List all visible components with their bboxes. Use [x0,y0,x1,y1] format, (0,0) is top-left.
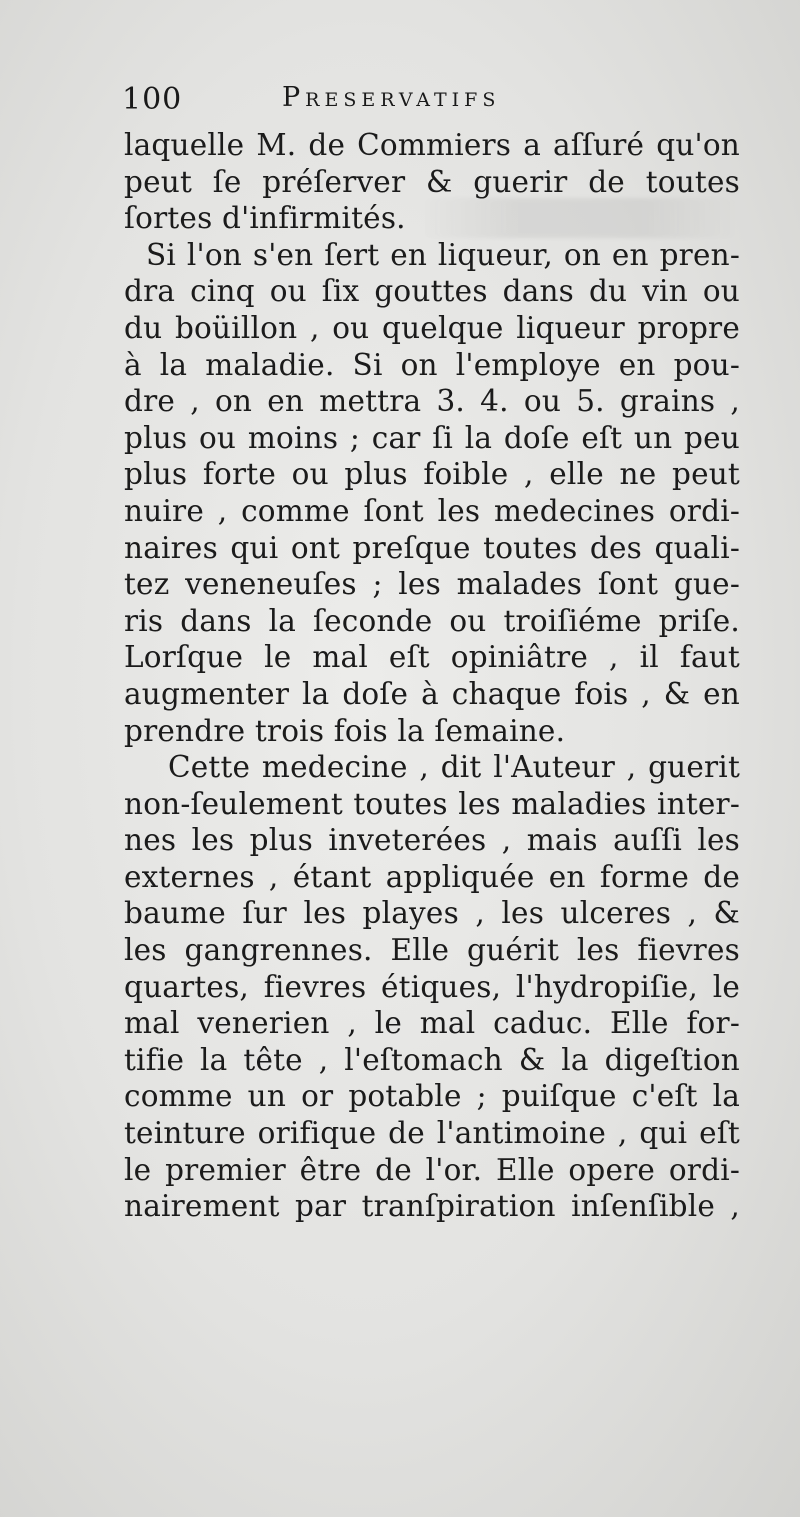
text-line: comme un or potable ; puiſque c'eſt la [124,1079,740,1114]
text-line: quartes, fievres étiques, l'hydropiſie, le [124,969,740,1004]
text-line: les gangrennes. Elle guérit les fievres [124,933,740,968]
text-line: prendre trois fois la ſemaine. [124,713,566,748]
text-line: ſortes d'infirmités. [124,201,406,236]
text-line: peut ſe préſerver & guerir de toutes [124,164,740,199]
text-line: tifie la tête , l'eſtomach & la digeſtion [124,1042,740,1077]
text-line: ris dans la ſeconde ou troiſiéme priſe. [124,603,740,638]
text-line: tez veneneuſes ; les malades ſont gue- [124,567,740,602]
text-line: nes les plus inveterées , mais auſſi les [124,823,740,858]
text-line: plus ou moins ; car ſi la doſe eſt un peu [124,420,740,455]
text-line: Cette medecine , dit l'Auteur , guerit [168,750,740,785]
text-line: plus forte ou plus foible , elle ne peut [124,457,740,492]
text-line: baume ſur les playes , les ulceres , & [124,896,740,931]
body-text [124,127,740,1225]
text-line: dre , on en mettra 3. 4. ou 5. grains , [124,384,740,419]
running-head: Preservatifs [282,82,501,113]
text-line: nuire , comme ſont les medecines ordi- [124,493,740,528]
text-line: laquelle M. de Commiers a aſſuré qu'on [124,128,740,162]
text-line: le premier être de l'or. Elle opere ordi- [124,1152,740,1187]
text-line: non-ſeulement toutes les maladies inter- [124,786,740,821]
text-line: dra cinq ou ſix gouttes dans du vin ou [124,274,740,309]
text-line: externes , étant appliquée en forme de [124,859,740,894]
text-line: naires qui ont preſque toutes des quali- [124,530,740,565]
text-line: Lorſque le mal eſt opiniâtre , il faut [124,640,740,675]
text-line: teinture orifique de l'antimoine , qui eſt [124,1116,740,1151]
text-line: augmenter la doſe à chaque fois , & en [124,676,740,711]
page-number: 100 [122,82,183,117]
text-line: mal venerien , le mal caduc. Elle for- [124,1006,740,1041]
text-line: à la maladie. Si on l'employe en pou- [124,347,740,382]
text-line: nairement par tranſpiration inſenſible , [124,1189,740,1224]
text-line: Si l'on s'en ſert en liqueur, on en pren- [146,237,740,272]
page-header [122,78,722,122]
text-line: du boüillon , ou quelque liqueur propre [124,310,740,345]
